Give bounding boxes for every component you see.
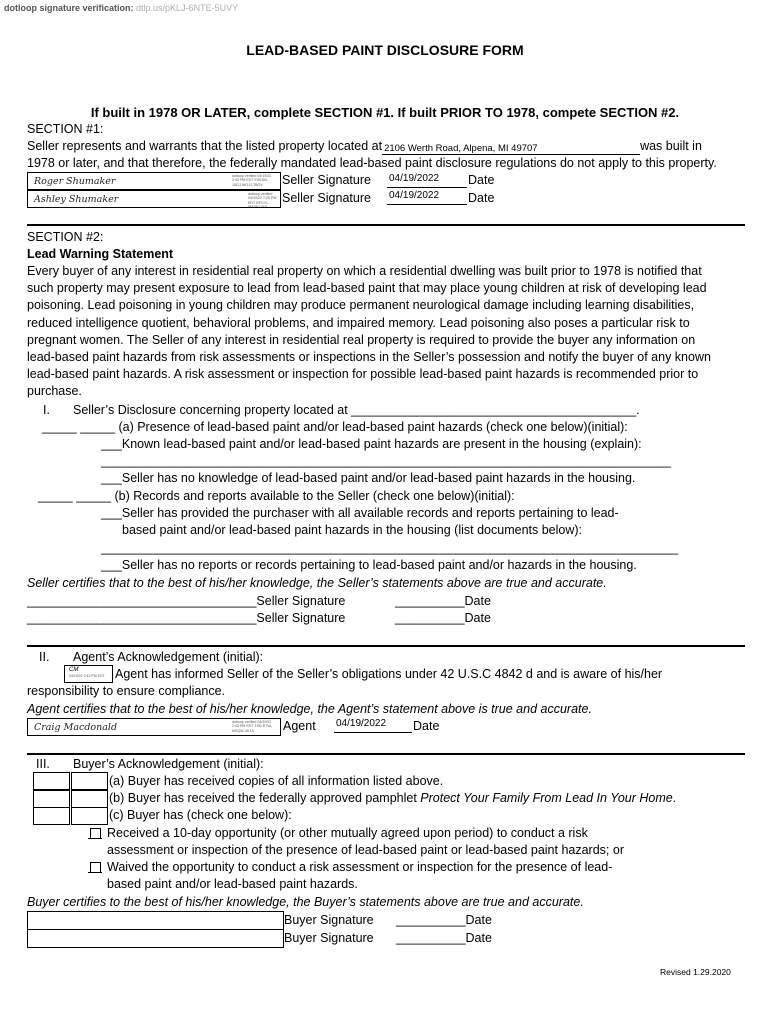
agent-date-field[interactable] [334, 719, 412, 733]
section1-line1-pre: Seller represents and warrants that the listed property located at [27, 139, 383, 153]
seller-signature-2-name: Ashley Shumaker [34, 194, 119, 205]
section1-heading: SECTION #1: [27, 122, 104, 136]
agent-signature-label: Agent [283, 719, 316, 733]
seller-date-2-field[interactable] [387, 191, 467, 205]
disclosure-b-line: _____ _____ (b) Records and reports available to the Seller (check one below)(initial): [38, 489, 515, 503]
seller-signature-line-1[interactable]: _________________________________Seller Signature [27, 594, 346, 608]
buyer-initial-c-1[interactable] [33, 807, 70, 825]
buyer-initial-c-2[interactable] [71, 807, 108, 825]
seller-date-1-value: 04/19/2022 [389, 173, 440, 184]
disclosure-b-option-provided: ___Seller has provided the purchaser with all available records and reports pertaining to lead- [101, 506, 619, 520]
warning-line: purchase. [27, 384, 82, 399]
disclosure-a-line: _____ _____ (a) Presence of lead-based paint and/or lead-based paint hazards (check one below)(initial): [42, 420, 628, 434]
checkbox-received-opportunity[interactable] [90, 828, 101, 839]
buyer-initial-b-1[interactable] [33, 790, 70, 808]
buyer-initial-b-2[interactable] [71, 790, 108, 808]
instruction: If built in 1978 OR LATER, complete SECTION #1. If built PRIOR TO 1978, compete SECTION #2. [90, 105, 680, 120]
divider-2 [27, 645, 745, 647]
warning-line: lead-based paint hazards from risk assessments or inspections in the Seller’s possession and notify the buyer of any known [27, 350, 711, 365]
agent-date-label: Date [413, 719, 440, 733]
checkbox-waived-opportunity[interactable] [90, 862, 101, 873]
seller-signature-2[interactable] [27, 190, 281, 208]
warning-line: such property may present exposure to lead from lead-based paint that may place young children at risk of developing lead [27, 281, 707, 296]
disclosure-b-option-none: ___Seller has no reports or records pertaining to lead-based paint and/or hazards in the housing. [101, 558, 637, 572]
agent-line-1: Agent has informed Seller of the Seller’s obligations under 42 U.S.C 4842 d and is aware of his/her [115, 667, 663, 681]
agent-initials-box[interactable] [64, 665, 113, 683]
buyer-initial-a-2[interactable] [71, 772, 108, 790]
section2-heading: SECTION #2: [27, 230, 104, 244]
warning-line: pregnant women. The Seller of any interest in residential real property is required to provide the buyer any information on [27, 332, 696, 347]
seller-signature-line-2[interactable]: _________________________________Seller Signature [27, 611, 346, 625]
buyer-signature-2[interactable] [27, 929, 284, 948]
buyer-section-number: III. [36, 757, 50, 771]
page-title: LEAD-BASED PAINT DISCLOSURE FORM [246, 42, 524, 58]
agent-signature[interactable] [27, 718, 281, 736]
address-field[interactable] [382, 141, 640, 155]
divider-3 [27, 753, 745, 755]
buyer-date-line-1[interactable]: __________Date [396, 913, 492, 927]
buyer-option-waived: Waived the opportunity to conduct a risk assessment or inspection for the presence of lead- [107, 860, 613, 874]
agent-initials-meta: 04/19/22 2:43 PM EDT [69, 674, 105, 678]
warning-title: Lead Warning Statement [27, 247, 174, 261]
address-value: 2106 Werth Road, Alpena, MI 49707 [384, 143, 538, 154]
seller-signature-2-label: Seller Signature [282, 191, 371, 205]
section1-line1-post: was built in [640, 139, 702, 153]
divider-1 [27, 224, 745, 226]
disclosure-a-option-none: ___Seller has no knowledge of lead-based paint and/or lead-based paint hazards in the housing. [101, 471, 636, 485]
warning-line: poisoning. Lead poisoning in young children may produce permanent neurological damage including learning disabilities, [27, 298, 695, 313]
buyer-option-received-cont: assessment or inspection of the presence of lead-based paint or lead-based paint hazards; or [107, 843, 624, 857]
buyer-ack-a: (a) Buyer has received copies of all information listed above. [109, 774, 444, 788]
seller-date-2-value: 04/19/2022 [389, 190, 440, 201]
agent-heading: Agent’s Acknowledgement (initial): [73, 650, 264, 664]
buyer-option-waived-cont: based paint and/or lead-based paint hazards. [107, 877, 358, 891]
disclosure-b-documents-blank: ___________________________________________________________________________________ [101, 541, 679, 555]
buyer-certification: Buyer certifies to the best of his/her knowledge, the Buyer’s statements above are true and accurate. [27, 895, 584, 909]
seller-disclosure-line: Seller’s Disclosure concerning property located at _________________________________________. [73, 403, 640, 417]
verification-banner [4, 3, 238, 13]
warning-line: reduced intelligence quotient, behavioral problems, and impaired memory. Lead poisoning also poses a particular risk to [27, 315, 690, 330]
seller-signature-1[interactable] [27, 172, 281, 190]
seller-certification: Seller certifies that to the best of his/her knowledge, the Seller’s statements above are true and accurate. [27, 576, 607, 590]
buyer-ack-b [109, 790, 676, 807]
section1-line2: 1978 or later, and that therefore, the federally mandated lead-based paint disclosure regulations do not apply to this property. [27, 156, 717, 170]
warning-line: lead-based paint hazards. A risk assessment or inspection for possible lead-based paint hazards is recommended prior to [27, 367, 699, 382]
buyer-ack-c: (c) Buyer has (check one below): [109, 808, 292, 822]
agent-signature-meta: dotloop verified 04/19/22 2:43 PM EDT 1SD-RTW-MSQW-VK1A [232, 720, 272, 733]
disclosure-a-explain-blank: __________________________________________________________________________________ [101, 454, 672, 468]
buyer-heading: Buyer’s Acknowledgement (initial): [73, 757, 264, 771]
warning-line: Every buyer of any interest in residential real property on which a residential dwelling was built prior to 1978 is notified that [27, 264, 702, 278]
agent-date-value: 04/19/2022 [336, 718, 387, 729]
verification-link[interactable]: dtlp.us/pKLJ-6NTE-5UVY [136, 3, 239, 13]
verification-label: dotloop signature verification: [4, 3, 134, 13]
buyer-date-line-2[interactable]: __________Date [396, 931, 492, 945]
seller-signature-2-meta: dotloop verified 04/19/22 7:25 PM EDT RFGYL-8M7W-U37L [248, 192, 277, 208]
agent-section-number: II. [39, 650, 50, 664]
agent-signature-name: Craig Macdonald [34, 722, 118, 733]
buyer-ack-b-period: . [672, 791, 677, 805]
buyer-ack-b-text: (b) Buyer has received the federally approved pamphlet [109, 791, 421, 805]
buyer-signature-1[interactable] [27, 911, 284, 930]
buyer-option-received: Received a 10-day opportunity (or other mutually agreed upon period) to conduct a risk [107, 826, 588, 840]
disclosure-a-option-known: ___Known lead-based paint and/or lead-based paint hazards are present in the housing (explain): [101, 437, 642, 451]
seller-date-1-label: Date [468, 173, 495, 187]
revision-footer: Revised 1.29.2020 [660, 967, 731, 977]
seller-signature-1-meta: dotloop verified 04/19/22 2:43 PM EDT EXKDN-JUDJ-WOJJ-TBOV [232, 174, 272, 187]
warning-statement [27, 263, 747, 401]
seller-date-line-2[interactable]: __________Date [395, 611, 491, 625]
pamphlet-title: Protect Your Family From Lead In Your Home [420, 791, 673, 805]
seller-disclosure-number: I. [43, 403, 50, 417]
seller-signature-1-label: Seller Signature [282, 173, 371, 187]
seller-date-2-label: Date [468, 191, 495, 205]
buyer-signature-1-label: Buyer Signature [284, 913, 374, 927]
section1-line1 [27, 138, 702, 155]
agent-initials-value: CM [69, 667, 79, 673]
buyer-signature-2-label: Buyer Signature [284, 931, 374, 945]
seller-date-line-1[interactable]: __________Date [395, 594, 491, 608]
buyer-initial-a-1[interactable] [33, 772, 70, 790]
seller-date-1-field[interactable] [387, 174, 467, 188]
agent-certification: Agent certifies that to the best of his/her knowledge, the Agent’s statement above is true and accurate. [27, 702, 592, 716]
disclosure-b-option-provided-cont: based paint and/or lead-based paint hazards in the housing (list documents below): [122, 523, 583, 537]
seller-signature-1-name: Roger Shumaker [34, 176, 116, 187]
agent-line-2: responsibility to ensure compliance. [27, 684, 226, 698]
